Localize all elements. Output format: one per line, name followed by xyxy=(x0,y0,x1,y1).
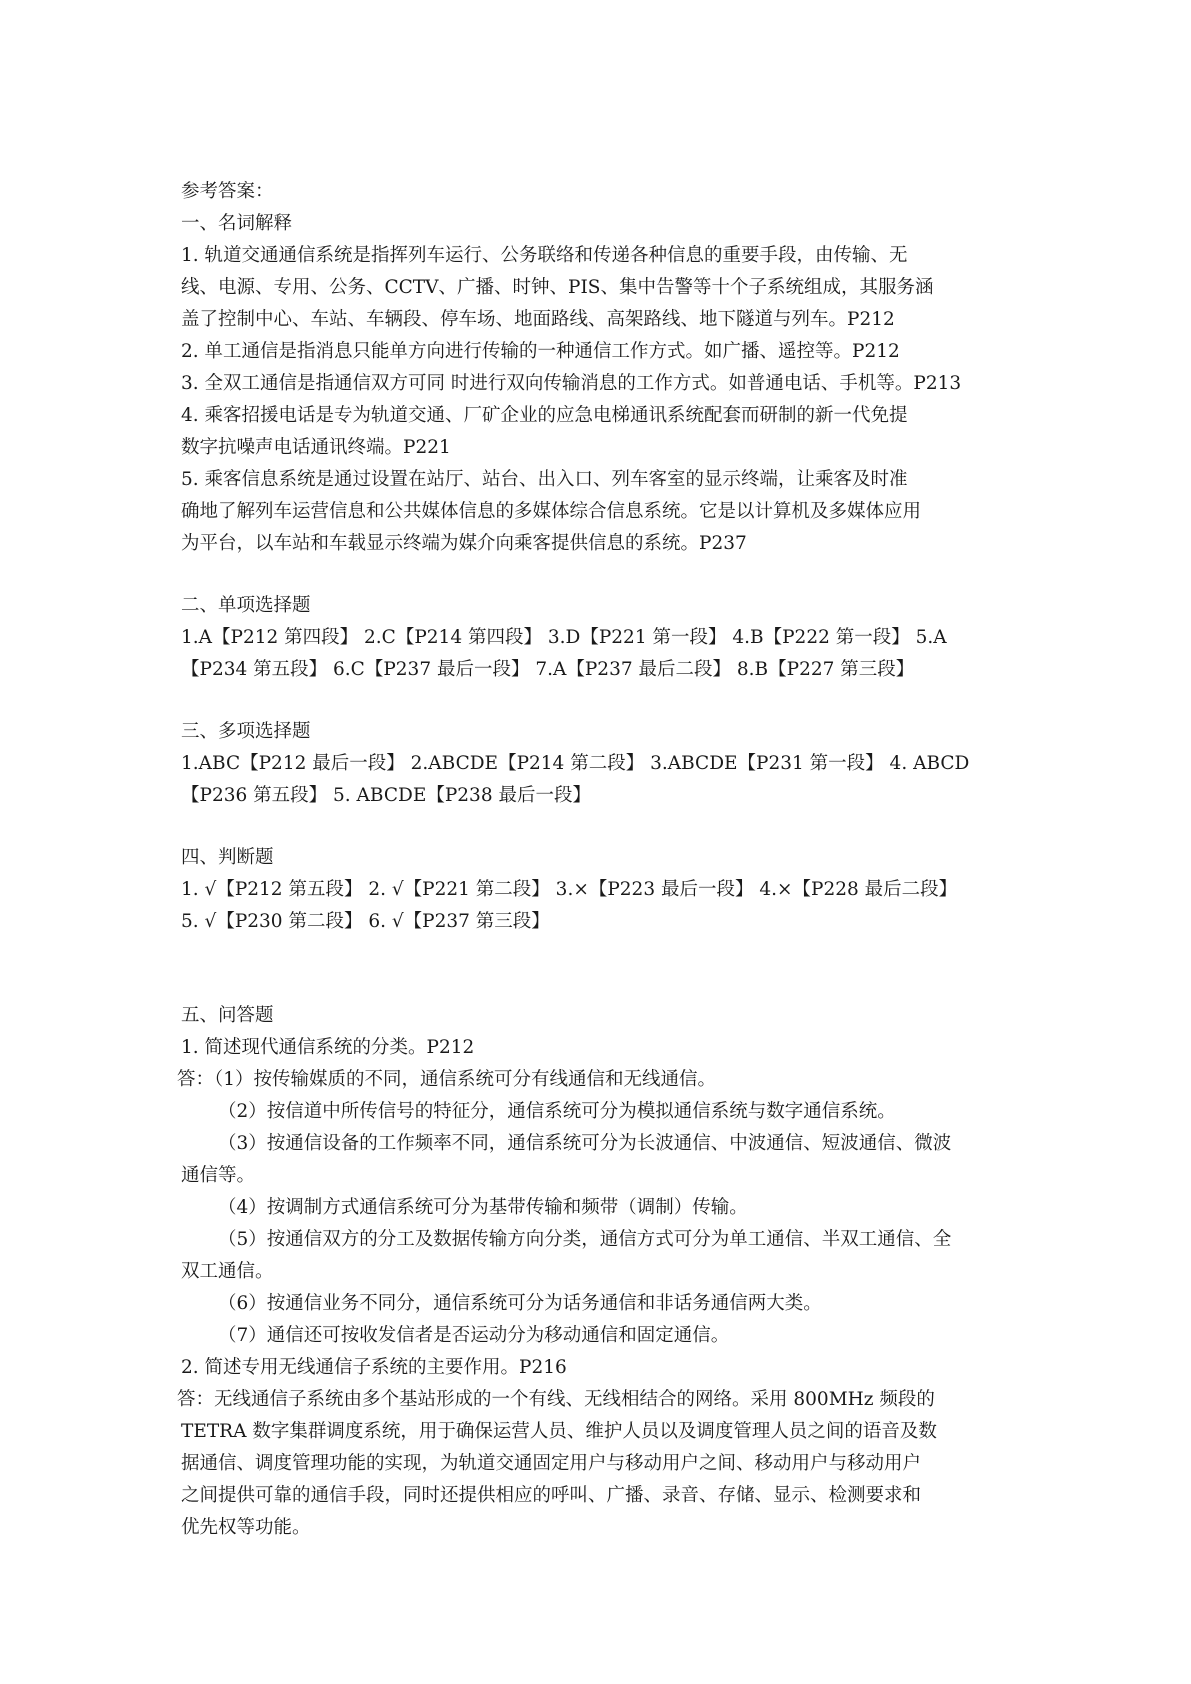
section-heading-multiple-choice: 三、多项选择题 xyxy=(181,721,311,742)
answer-2-line: 答：无线通信子系统由多个基站形成的一个有线、无线相结合的网络。采用 800MHz 频段的 xyxy=(177,1389,935,1410)
true-false-answers-line: 1. √【P212 第五段】 2. √【P221 第二段】 3.×【P223 最后一段】 4.×【P228 最后二段】 xyxy=(181,879,958,900)
answer-1-item: （5）按通信双方的分工及数据传输方向分类，通信方式可分为单工通信、半双工通信、全 xyxy=(218,1229,952,1250)
answer-2-line: TETRA 数字集群调度系统，用于确保运营人员、维护人员以及调度管理人员之间的语音及数 xyxy=(181,1421,937,1442)
answer-1-item: （2）按信道中所传信号的特征分，通信系统可分为模拟通信系统与数字通信系统。 xyxy=(218,1101,896,1122)
definition-line: 数字抗噪声电话通讯终端。P221 xyxy=(181,437,451,458)
answer-1-item: （7）通信还可按收发信者是否运动分为移动通信和固定通信。 xyxy=(218,1325,730,1346)
spacer xyxy=(181,938,1011,1000)
answer-1-item: （4）按调制方式通信系统可分为基带传输和频带（调制）传输。 xyxy=(218,1197,748,1218)
definition-line: 为平台，以车站和车载显示终端为媒介向乘客提供信息的系统。P237 xyxy=(181,533,747,554)
answer-1-first-line: 答：（1）按传输媒质的不同，通信系统可分有线通信和无线通信。 xyxy=(177,1069,717,1090)
answer-1-continuation: 通信等。 xyxy=(181,1165,256,1186)
multiple-choice-answers-line: 【P236 第五段】 5. ABCDE【P238 最后一段】 xyxy=(181,785,591,806)
spacer xyxy=(181,686,1011,716)
question-1: 1. 简述现代通信系统的分类。P212 xyxy=(181,1037,475,1058)
definition-line: 盖了控制中心、车站、车辆段、停车场、地面路线、高架路线、地下隧道与列车。P212 xyxy=(181,309,895,330)
single-choice-answers-line: 【P234 第五段】 6.C【P237 最后一段】 7.A【P237 最后二段】 8.B【P227 第三段】 xyxy=(181,659,915,680)
section-heading-definitions: 一、名词解释 xyxy=(181,213,293,234)
answer-1-item: （3）按通信设备的工作频率不同，通信系统可分为长波通信、中波通信、短波通信、微波 xyxy=(218,1133,952,1154)
answer-document xyxy=(177,176,1011,1544)
answer-1-item: （6）按通信业务不同分，通信系统可分为话务通信和非话务通信两大类。 xyxy=(218,1293,822,1314)
definition-line: 5. 乘客信息系统是通过设置在站厅、站台、出入口、列车客室的显示终端，让乘客及时准 xyxy=(181,469,908,490)
definition-line: 1. 轨道交通通信系统是指挥列车运行、公务联络和传递各种信息的重要手段，由传输、无 xyxy=(181,245,908,266)
definition-line: 3. 全双工通信是指通信双方可同 时进行双向传输消息的工作方式。如普通电话、手机等。P213 xyxy=(181,373,962,394)
spacer xyxy=(181,560,1011,590)
multiple-choice-answers-line: 1.ABC【P212 最后一段】 2.ABCDE【P214 第二段】 3.ABCDE【P231 第一段】 4. ABCD xyxy=(181,753,970,774)
definition-line: 4. 乘客招援电话是专为轨道交通、厂矿企业的应急电梯通讯系统配套而研制的新一代免提 xyxy=(181,405,908,426)
document-title: 参考答案： xyxy=(181,181,274,202)
section-heading-short-answer: 五、问答题 xyxy=(181,1005,274,1026)
spacer xyxy=(181,812,1011,842)
answer-1-continuation: 双工通信。 xyxy=(181,1261,274,1282)
answer-2-line: 优先权等功能。 xyxy=(181,1517,311,1538)
answer-2-line: 之间提供可靠的通信手段，同时还提供相应的呼叫、广播、录音、存储、显示、检测要求和 xyxy=(181,1485,922,1506)
question-2: 2. 简述专用无线通信子系统的主要作用。P216 xyxy=(181,1357,567,1378)
definition-line: 确地了解列车运营信息和公共媒体信息的多媒体综合信息系统。它是以计算机及多媒体应用 xyxy=(181,501,922,522)
section-heading-true-false: 四、判断题 xyxy=(181,847,274,868)
definition-line: 2. 单工通信是指消息只能单方向进行传输的一种通信工作方式。如广播、遥控等。P212 xyxy=(181,341,900,362)
definition-line: 线、电源、专用、公务、CCTV、广播、时钟、PIS、集中告警等十个子系统组成，其服务涵 xyxy=(181,277,934,298)
single-choice-answers-line: 1.A【P212 第四段】 2.C【P214 第四段】 3.D【P221 第一段】 4.B【P222 第一段】 5.A xyxy=(181,627,947,648)
answer-2-line: 据通信、调度管理功能的实现，为轨道交通固定用户与移动用户之间、移动用户与移动用户 xyxy=(181,1453,922,1474)
true-false-answers-line: 5. √【P230 第二段】 6. √【P237 第三段】 xyxy=(181,911,550,932)
section-heading-single-choice: 二、单项选择题 xyxy=(181,595,311,616)
